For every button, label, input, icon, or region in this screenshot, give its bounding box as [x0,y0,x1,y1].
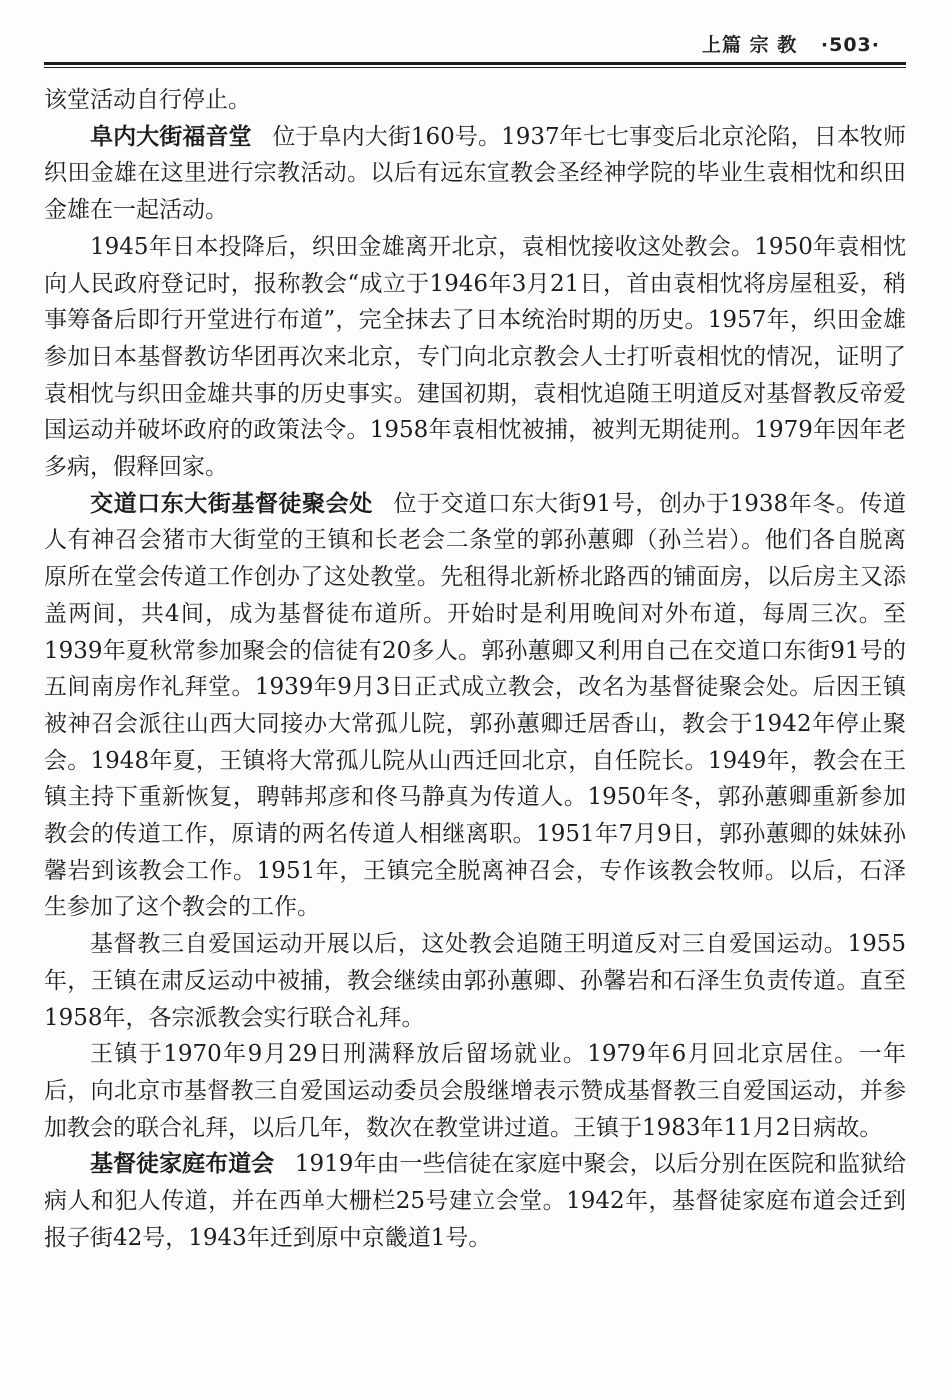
paragraph [44,926,906,1036]
paragraph-text: 1945年日本投降后，织田金雄离开北京，袁相忱接收这处教会。1950年袁相忱向人民政府登记时，报称教会“成立于1946年3月21日，首由袁相忱将房屋租妥，稍事筹备后即行开堂进行布道”，完全抹去了日本统治时期的历史。1957年，织田金雄参加日本基督教访华团再次来北京，专门向北京教会人士打听袁相忱的情况，证明了袁相忱与织田金雄共事的历史事实。建国初期，袁相忱追随王明道反对基督教反帝爱国运动并破坏政府的政策法令。1958年袁相忱被捕，被判无期徒刑。1979年因年老多病，假释回家。 [44,233,906,481]
paragraph [44,1146,906,1256]
section-title: 上篇 宗 教 [702,34,798,56]
entry-heading: 基督徒家庭布道会 [90,1151,275,1178]
header-rule-thin [44,67,906,68]
paragraph-text: 位于交道口东大街91号，创办于1938年冬。传道人有神召会猪市大街堂的王镇和长老会二条堂的郭孙蕙卿（孙兰岩）。他们各自脱离原所在堂会传道工作创办了这处教堂。先租得北新桥北路西的铺面房，以后房主又添盖两间，共4间，成为基督徒布道所。开始时是利用晚间对外布道，每周三次。至1939年夏秋常参加聚会的信徒有20多人。郭孙蕙卿又利用自己在交道口东街91号的五间南房作礼拜堂。1939年9月3日正式成立教会，改名为基督徒聚会处。后因王镇被神召会派往山西大同接办大常孤儿院，郭孙蕙卿迁居香山，教会于1942年停止聚会。1948年夏，王镇将大常孤儿院从山西迁回北京，自任院长。1949年，教会在王镇主持下重新恢复，聘韩邦彦和佟马静真为传道人。1950年冬，郭孙蕙卿重新参加教会的传道工作，原请的两名传道人相继离职。1951年7月9日，郭孙蕙卿的妹妹孙馨岩到该教会工作。1951年，王镇完全脱离神召会，专作该教会牧师。以后，石泽生参加了这个教会的工作。 [44,490,906,921]
paragraph [44,82,906,119]
paragraph-text: 1919年由一些信徒在家庭中聚会，以后分别在医院和监狱给病人和犯人传道，并在西单大栅栏25号建立会堂。1942年，基督徒家庭布道会迁到报子街42号，1943年迁到原中京畿道1号。 [44,1151,906,1251]
paragraph [44,119,906,229]
body-text [44,82,906,1257]
paragraph-text: 王镇于1970年9月29日刑满释放后留场就业。1979年6月回北京居住。一年后，向北京市基督教三自爱国运动委员会殷继增表示赞成基督教三自爱国运动，并参加教会的联合礼拜，以后几年，数次在教堂讲过道。王镇于1983年11月2日病故。 [44,1041,906,1141]
running-header [702,30,880,57]
header-rule-thick [44,62,906,65]
page-number: ·503· [820,34,880,56]
entry-heading: 交道口东大街基督徒聚会处 [90,490,373,517]
paragraph-text: 基督教三自爱国运动开展以后，这处教会追随王明道反对三自爱国运动。1955年，王镇在肃反运动中被捕，教会继续由郭孙蕙卿、孙馨岩和石泽生负责传道。直至1958年，各宗派教会实行联合礼拜。 [44,931,906,1031]
entry-heading: 阜内大街福音堂 [90,123,252,150]
paragraph [44,1036,906,1146]
paragraph-text: 位于阜内大街160号。1937年七七事变后北京沦陷，日本牧师织田金雄在这里进行宗教活动。以后有远东宣教会圣经神学院的毕业生袁相忱和织田金雄在一起活动。 [44,123,907,224]
paragraph [44,229,906,486]
paragraph [44,486,906,926]
paragraph-text: 该堂活动自行停止。 [44,87,251,113]
